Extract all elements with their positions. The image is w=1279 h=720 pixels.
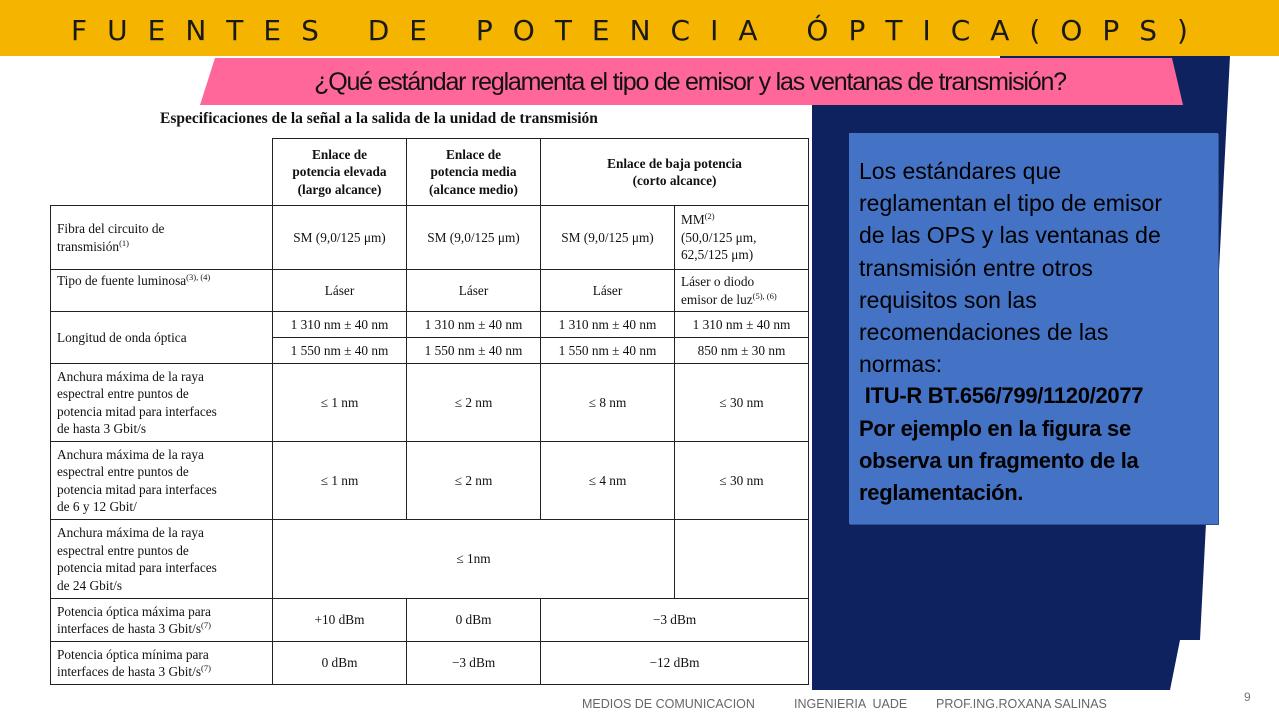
cell: 1 310 nm ± 40 nm bbox=[675, 312, 809, 338]
cell: 1 550 nm ± 40 nm bbox=[407, 338, 541, 364]
cell: −3 dBm bbox=[541, 599, 809, 642]
cell: Láser bbox=[541, 270, 675, 312]
table-row bbox=[51, 364, 809, 442]
info-line: Los estándares que bbox=[859, 158, 1062, 184]
header-high: Enlace de potencia elevada (largo alcance) bbox=[273, 139, 407, 206]
spec-table-heading: Especificaciones de la señal a la salida de la unidad de transmisión bbox=[160, 110, 598, 127]
cell: ≤ 8 nm bbox=[541, 364, 675, 442]
row-label-fuente: Tipo de fuente luminosa$^{(3), (4)}$ bbox=[51, 270, 273, 312]
slide-subtitle: ¿Qué estándar reglamenta el tipo de emisor y las ventanas de transmisión? bbox=[314, 68, 1066, 96]
cell-empty bbox=[675, 520, 809, 599]
table-row bbox=[51, 270, 809, 312]
cell: Láser o diodo emisor de luz$^{(5), (6)}$ bbox=[675, 270, 809, 312]
cell: −3 dBm bbox=[407, 642, 541, 685]
footer-professor: PROF.ING.ROXANA SALINAS bbox=[936, 697, 1107, 711]
info-line: recomendaciones de las bbox=[859, 319, 1109, 346]
info-box bbox=[849, 133, 1218, 524]
row-label-fibra: Fibra del circuito de transmisión$^{(1)}$ bbox=[51, 206, 273, 270]
cell: 1 550 nm ± 40 nm bbox=[273, 338, 407, 364]
spec-table bbox=[50, 138, 809, 685]
cell: Láser bbox=[407, 270, 541, 312]
row-label-longitud: Longitud de onda óptica bbox=[51, 312, 273, 364]
row-label-anchura12: Anchura máxima de la raya espectral entre puntos de potencia mitad para interfaces de 6 y 12 Gbit/ bbox=[51, 442, 273, 520]
row-label-pmin: Potencia óptica mínima para interfaces de hasta 3 Gbit/$s^{(7)}$ bbox=[51, 642, 273, 685]
cell: ≤ 1nm bbox=[273, 520, 675, 599]
info-line: normas: bbox=[859, 351, 943, 378]
table-row bbox=[51, 312, 809, 338]
cell: 1 310 nm ± 40 nm bbox=[541, 312, 675, 338]
table-row bbox=[51, 520, 809, 599]
info-line: de las OPS y las ventanas de bbox=[859, 222, 1161, 249]
cell: 850 nm ± 30 nm bbox=[675, 338, 809, 364]
header-low: Enlace de baja potencia (corto alcance) bbox=[541, 139, 809, 206]
cell: 1 310 nm ± 40 nm bbox=[273, 312, 407, 338]
cell: ≤ 2 nm bbox=[407, 364, 541, 442]
info-bold-line: observa un fragmento de la bbox=[859, 447, 1139, 473]
slide-title: FUENTES DE POTENCIA ÓPTICA(OPS) bbox=[71, 14, 1208, 47]
header-medium: Enlace de potencia media (alcance medio) bbox=[407, 139, 541, 206]
header-blank bbox=[51, 139, 273, 206]
footer-school: INGENIERIA UADE bbox=[794, 697, 908, 711]
cell: ≤ 30 nm bbox=[675, 364, 809, 442]
table-row bbox=[51, 442, 809, 520]
cell: ≤ 2 nm bbox=[407, 442, 541, 520]
cell: SM (9,0/125 μm) bbox=[541, 206, 675, 270]
row-label-anchura3: Anchura máxima de la raya espectral entre puntos de potencia mitad para interfaces de hasta 3 Gbit/s bbox=[51, 364, 273, 442]
table-header-row bbox=[51, 139, 809, 206]
info-line: transmisión entre otros bbox=[859, 254, 1093, 281]
cell: +10 dBm bbox=[273, 599, 407, 642]
cell: ≤ 1 nm bbox=[273, 442, 407, 520]
page-number: 9 bbox=[1244, 690, 1251, 704]
cell: Láser bbox=[273, 270, 407, 312]
info-line: reglamentan el tipo de emisor bbox=[859, 190, 1162, 217]
info-line: requisitos son las bbox=[859, 286, 1037, 313]
cell: 0 dBm bbox=[407, 599, 541, 642]
cell: 0 dBm bbox=[273, 642, 407, 685]
table-row bbox=[51, 599, 809, 642]
info-bold-line: Por ejemplo en la figura se bbox=[859, 415, 1131, 441]
cell: 1 550 nm ± 40 nm bbox=[541, 338, 675, 364]
table-row bbox=[51, 206, 809, 270]
cell: ≤ 30 nm bbox=[675, 442, 809, 520]
cell: MM$^{(2)}$ (50,0/125 μm, 62,5/125 μm) bbox=[675, 206, 809, 270]
footer-course: MEDIOS DE COMUNICACION bbox=[582, 697, 755, 711]
info-bold-line: reglamentación. bbox=[859, 480, 1024, 506]
row-label-anchura24: Anchura máxima de la raya espectral entre puntos de potencia mitad para interfaces de 24 Gbit/s bbox=[51, 520, 273, 599]
row-label-pmax: Potencia óptica máxima para interfaces de hasta 3 Gbit/$s^{(7)}$ bbox=[51, 599, 273, 642]
cell: ≤ 4 nm bbox=[541, 442, 675, 520]
info-standard: ITU-R BT.656/799/1120/2077 bbox=[859, 383, 1144, 409]
table-row bbox=[51, 642, 809, 685]
cell: 1 310 nm ± 40 nm bbox=[407, 312, 541, 338]
cell: SM (9,0/125 μm) bbox=[273, 206, 407, 270]
cell: ≤ 1 nm bbox=[273, 364, 407, 442]
cell: −12 dBm bbox=[541, 642, 809, 685]
cell: SM (9,0/125 μm) bbox=[407, 206, 541, 270]
